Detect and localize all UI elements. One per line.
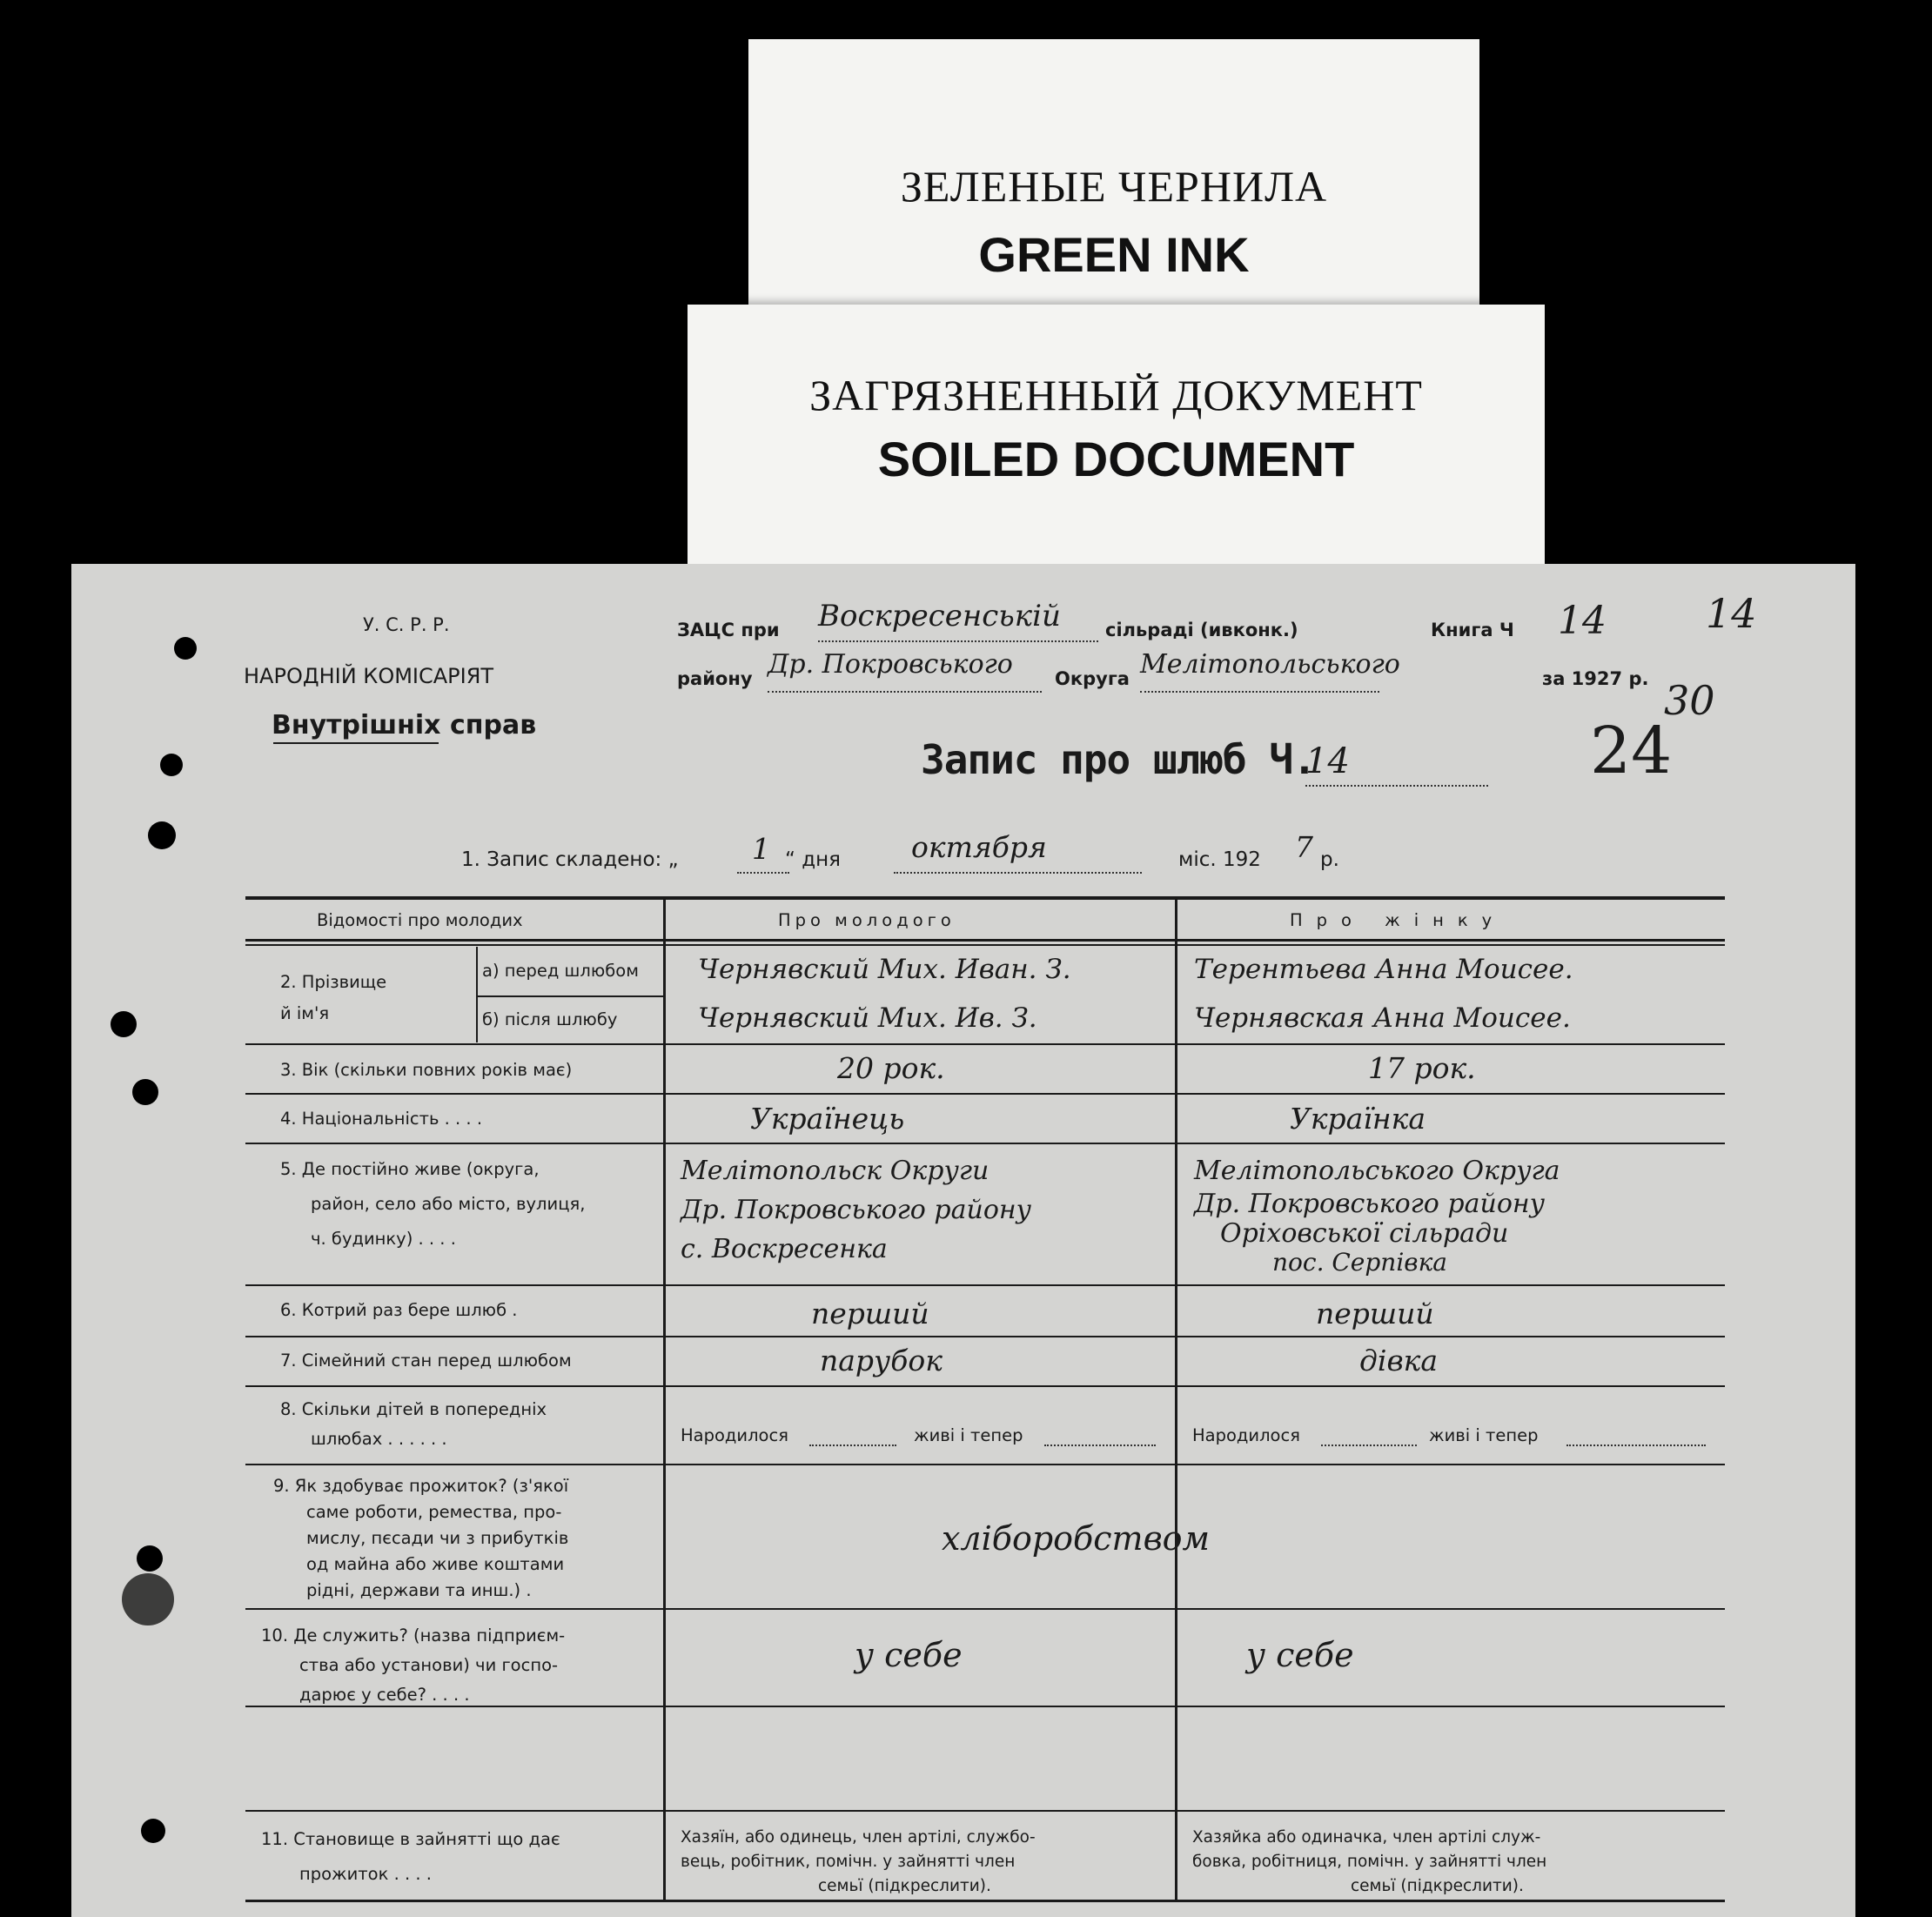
groom-address-line: с. Воскресенка (681, 1234, 888, 1264)
row9-label-line: саме роботи, ремества, про- (306, 1502, 562, 1522)
groom-workplace: у себе (855, 1636, 963, 1674)
record-year-suffix: р. (1320, 848, 1339, 871)
row11-label-line: 11. Становище в зайнятті що дає (261, 1829, 560, 1849)
groom-name-before: Чернявский Мих. Иван. З. (698, 954, 1071, 985)
groom-age: 20 рок. (837, 1051, 945, 1085)
okruga-value: Мелітопольського (1140, 649, 1400, 680)
bride-address-line: Оріховської сільради (1220, 1218, 1509, 1249)
zags-value: Воскресенській (818, 599, 1061, 633)
groom-status: парубок (820, 1344, 943, 1377)
bride-children-alive-label: живі і тепер (1429, 1425, 1539, 1445)
dotted-line (1321, 1444, 1417, 1446)
table-top-border (245, 896, 1725, 900)
row-divider (478, 995, 663, 997)
soiled-document-label (688, 305, 1545, 566)
row-divider (245, 1093, 1725, 1095)
internal-affairs-label: Внутрішніх справ (272, 710, 537, 741)
col-header-bride: Про жінку (1290, 910, 1506, 930)
column-divider (476, 947, 478, 1042)
row-divider (245, 1143, 1725, 1144)
row-divider (245, 1043, 1725, 1045)
groom-occupation-line: семьї (підкреслити). (818, 1877, 991, 1895)
soiled-en: SOILED DOCUMENT (877, 432, 1355, 486)
underline (273, 742, 439, 744)
bride-occupation-line: семьї (підкреслити). (1351, 1877, 1524, 1895)
bride-address-line: пос. Серпівка (1272, 1248, 1447, 1277)
column-divider (1175, 896, 1177, 1901)
row5-label-line: район, село або місто, вулиця, (311, 1194, 586, 1214)
row9-label-line: рідні, держави та инш.) . (306, 1580, 532, 1600)
groom-name-after: Чернявский Мих. Ив. З. (698, 1002, 1037, 1034)
dotted-line (1140, 691, 1379, 693)
dotted-line (737, 872, 789, 874)
bride-address-line: Мелітопольського Округа (1194, 1156, 1560, 1186)
record-day: 1 (752, 832, 770, 866)
groom-occupation-line: вець, робітник, помічн. у зайнятті член (681, 1853, 1016, 1871)
bride-children-born-label: Народилося (1192, 1425, 1300, 1445)
col-header-info: Відомості про молодих (317, 910, 523, 930)
row-divider (245, 1284, 1725, 1286)
row5-label-line: 5. Де постійно живе (округа, (280, 1159, 540, 1179)
row2-sub-a: а) перед шлюбом (482, 961, 639, 981)
row2-label: 2. Прізвище й ім'я (280, 972, 387, 1023)
district-label: району (677, 668, 753, 689)
row8-label-line: 8. Скільки дітей в попередніх (280, 1399, 547, 1419)
bride-nationality: Українка (1290, 1102, 1426, 1136)
marriage-record-form (71, 564, 1855, 1917)
row3-label: 3. Вік (скільки повних років має) (280, 1060, 573, 1080)
punch-hole (137, 1545, 163, 1572)
bride-workplace: у себе (1246, 1636, 1354, 1674)
groom-occupation-line: Хазяїн, або одинець, член артілі, службо- (681, 1828, 1036, 1847)
row9-label-line: од майна або живе коштами (306, 1554, 565, 1574)
record-year-digit: 7 (1295, 830, 1313, 864)
row10-label-line: дарює у себе? . . . . (299, 1685, 470, 1705)
groom-children-alive-label: живі і тепер (914, 1425, 1023, 1445)
row6-label: 6. Котрий раз бере шлюб . (280, 1300, 518, 1320)
punch-hole (132, 1079, 158, 1105)
groom-children-born-label: Народилося (681, 1425, 788, 1445)
row10-label-line: ства або установи) чи госпо- (299, 1655, 559, 1675)
punch-hole (111, 1011, 137, 1037)
row11-label-line: прожиток . . . . (299, 1864, 432, 1884)
groom-marriage-count: перший (811, 1297, 929, 1331)
ink-stain (122, 1573, 174, 1625)
groom-nationality: Українець (750, 1102, 905, 1136)
bride-name-after: Чернявская Анна Моисее. (1194, 1002, 1571, 1034)
dotted-line (768, 691, 1042, 693)
row-divider (245, 1608, 1725, 1610)
row-divider (245, 1385, 1725, 1387)
district-value: Др. Покровського (768, 649, 1013, 680)
row5-label-line: ч. будинку) . . . . (311, 1229, 456, 1249)
bride-status: дівка (1359, 1344, 1439, 1377)
record-month: октября (911, 830, 1047, 864)
table-bottom-border (245, 1900, 1725, 1902)
marginal-number-lower: 24 (1590, 714, 1673, 788)
green-ink-ru: ЗЕЛЕНЫЕ ЧЕРНИЛА (900, 162, 1328, 211)
green-ink-en: GREEN INK (978, 227, 1250, 282)
dotted-line (1566, 1444, 1706, 1446)
book-number: 14 (1558, 599, 1607, 643)
record-mid: “ дня (785, 848, 842, 871)
corner-number: 14 (1706, 590, 1757, 637)
zags-prefix: ЗАЦС при (677, 620, 780, 640)
dotted-line (1044, 1444, 1156, 1446)
row8-label-line: шлюбах . . . . . . (311, 1429, 447, 1449)
record-month-suffix: міс. 192 (1178, 848, 1261, 871)
col-header-groom: Про молодого (778, 910, 956, 930)
bride-marriage-count: перший (1316, 1297, 1434, 1331)
marginal-number-upper: 30 (1664, 677, 1715, 724)
year-label: за 1927 р. (1542, 668, 1649, 689)
record-prefix: 1. Запис складено: „ (461, 848, 679, 871)
row4-label: 4. Національність . . . . (280, 1109, 483, 1129)
book-label: Книга Ч (1431, 620, 1514, 640)
ussr-label: У. С. Р. Р. (363, 614, 450, 635)
livelihood-value: хліборобством (942, 1519, 1211, 1558)
record-number: 14 (1305, 741, 1350, 781)
row9-label-line: 9. Як здобуває прожиток? (з'якої (273, 1476, 569, 1496)
green-ink-label (748, 39, 1479, 326)
punch-hole (148, 821, 176, 849)
bride-address-line: Др. Покровського району (1194, 1189, 1546, 1219)
form-title: Запис про шлюб Ч. (921, 736, 1316, 783)
groom-address-line: Мелітопольск Округи (681, 1156, 989, 1186)
header-bottom-border (245, 939, 1725, 942)
row10-label-line: 10. Де служить? (назва підприєм- (261, 1625, 566, 1646)
row-divider (245, 1336, 1725, 1337)
bride-name-before: Терентьева Анна Моисее. (1194, 954, 1573, 985)
groom-address-line: Др. Покровського району (681, 1195, 1032, 1225)
row2-sub-b: б) після шлюбу (482, 1009, 618, 1029)
row-divider (245, 1464, 1725, 1465)
okruga-label: Округа (1055, 668, 1130, 689)
punch-hole (174, 637, 197, 660)
soiled-ru: ЗАГРЯЗНЕННЫЙ ДОКУМЕНТ (809, 371, 1423, 419)
commissariat-label: НАРОДНІЙ КОМІСАРІЯТ (244, 664, 494, 688)
dotted-line (809, 1444, 896, 1446)
row9-label-line: мислу, пєсади чи з прибутків (306, 1528, 569, 1548)
punch-hole (160, 754, 183, 776)
bride-occupation-line: Хазяйка або одиначка, член артілі служ- (1192, 1828, 1541, 1847)
dotted-line (894, 872, 1142, 874)
bride-occupation-line: бовка, робітниця, помічн. у зайнятті член (1192, 1853, 1547, 1871)
dotted-line (1305, 785, 1488, 787)
column-divider (663, 896, 666, 1901)
row-divider (245, 1810, 1725, 1812)
row7-label: 7. Сімейний стан перед шлюбом (280, 1351, 572, 1371)
punch-hole (141, 1819, 165, 1843)
dotted-line (818, 640, 1098, 642)
bride-age: 17 рок. (1368, 1051, 1476, 1085)
zags-suffix: сільраді (ивконк.) (1105, 620, 1298, 640)
header-bottom-border (245, 944, 1725, 946)
